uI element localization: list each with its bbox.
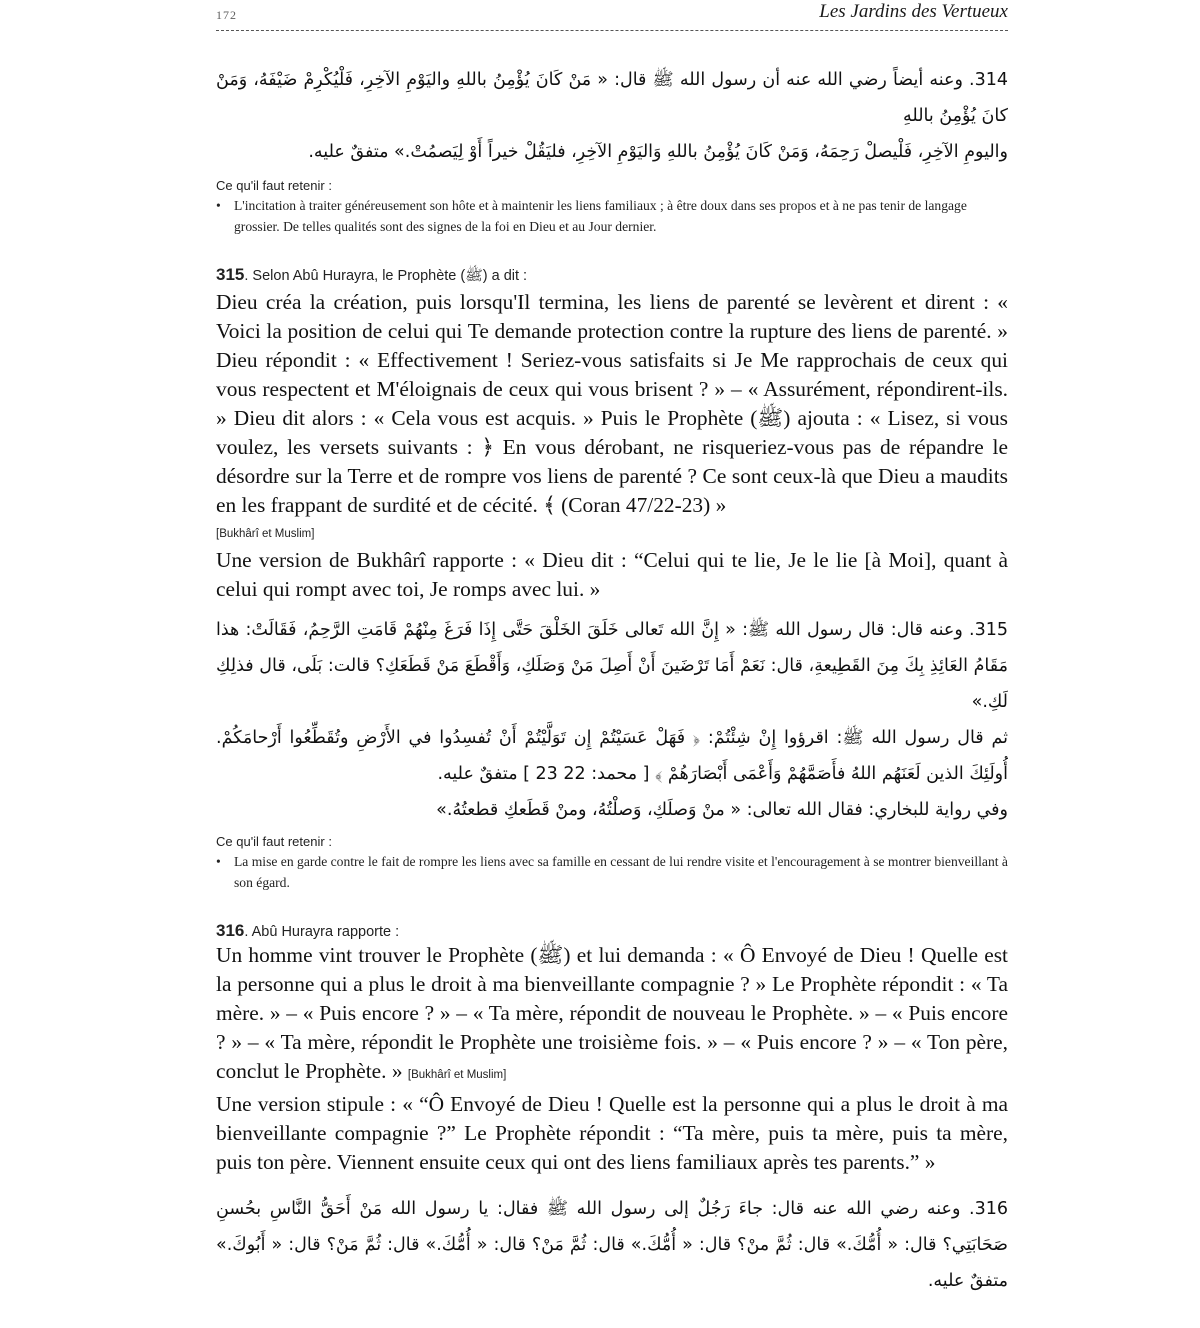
retain-bullet bbox=[216, 195, 1008, 237]
arabic-line: 315. وعنه قال: قال رسول الله ﷺ: « إِنَّ الله تَعالى خَلَقَ الخَلْقَ حَتَّى إِذَا فَرَغَ مِنْهُمْ قَامَتِ الرَّحِمُ، فَقَالَتْ: هذا مَقَامُ العَائِذِ بِكَ مِنَ القَطِيعةِ، قال: نَعَمْ أَمَا تَرْضَينَ أَنْ أَصِلَ مَنْ وَصَلَكِ، وَأَقْطَعَ مَنْ قَطَعَكِ؟ قالت: بَلَى، قال فذلِكِ لَكِ.» bbox=[216, 620, 1008, 712]
retain-text: L'incitation à traiter généreusement son hôte et à maintenir les liens familiaux ; à être doux dans ses propos et à ne pas tenir de langage grossier. De telles qualités sont des signes de la foi en Dieu et au Jour dernier. bbox=[234, 198, 967, 234]
hadith-315-text: Dieu créa la création, puis lorsqu'Il termina, les liens de parenté se levèrent et dirent : « Voici la position de celui qui Te demande protection contre la rupture des liens de parenté. » Dieu répondit : « Effectivement ! Seriez-vous satisfaits si Je Me rapprochais de ceux qui vous respectent et M'éloignais de ceux qui vous brisent ? » – « Assurément, répondirent-ils. » Dieu dit alors : « Cela vous est acquis. » Puis le Prophète (ﷺ) ajouta : « Lisez, si vous voulez, les versets suivants : ﴿ En vous dérobant, ne risqueriez-vous pas de répandre le désordre sur la Terre et de rompre vos liens de parenté ? Ce sont ceux-là que Dieu a maudits en les frappant de surdité et de cécité. ﴾ (Coran 47/22-23) » bbox=[216, 290, 1008, 517]
arabic-line: وفي رواية للبخاري: فقال الله تعالى: « منْ وَصلَكِ، وَصلْتُهُ، ومنْ قَطَعكِ قطعتُهُ.» bbox=[436, 800, 1008, 820]
hadith-intro: . Selon Abû Hurayra, le Prophète (ﷺ) a dit : bbox=[244, 268, 528, 284]
arabic-line: واليومِ الآخِرِ، فَلْيصلْ رَحِمَهُ، وَمَنْ كَانَ يُؤْمِنُ باللهِ وَاليَوْمِ الآخِرِ، فليَقُلْ خيراً أَوْ لِيَصمُتْ.» متفقٌ عليه. bbox=[308, 142, 1008, 162]
hadith-315-source: [Bukhârî et Muslim] bbox=[216, 528, 315, 540]
hadith-316-body: Un homme vint trouver le Prophète (ﷺ) et lui demanda : « Ô Envoyé de Dieu ! Quelle est la personne qui a plus le droit à ma bienveillante compagnie ? » Le Prophète répondit : « Ta mère. » – « Puis encore ? » – « Ta mère, répondit de nouveau le Prophète. » – « Puis encore ? » – « Ta mère, répondit le Prophète une troisième fois. » – « Puis encore ? » – « Ton père, conclut le Prophète. » bbox=[216, 943, 1008, 1083]
bullet-icon: • bbox=[216, 854, 221, 869]
hadith-316-text bbox=[216, 941, 1008, 1090]
arabic-line: ثم قال رسول الله ﷺ: اقرؤوا إِنْ شِئْتُمْ: ﴿ فَهَلْ عَسَيْتُمْ إِن تَوَلَّيْتُمْ أَنْ تُفسِدُوا في الأَرْضِ وتُقَطِّعُوا أَرْحامَكُمْ. أُولَئِكَ الذين لَعَنَهُم اللهُ فأَصَمَّهُمْ وَأَعْمَى أَبْصَارَهُمْ ﴾ [ محمد: 22 23 ] متفقٌ عليه. bbox=[216, 728, 1008, 784]
header-rule bbox=[216, 30, 1008, 31]
page-header bbox=[216, 0, 1008, 32]
hadith-number: 316 bbox=[216, 921, 245, 940]
arabic-line: 314. وعنه أيضاً رضي الله عنه أن رسول الله ﷺ قال: « مَنْ كَانَ يُؤْمِنُ باللهِ واليَوْمِ الآخِرِ، فَلْيُكْرِمْ ضَيْفَهُ، وَمَنْ كانَ يُؤْمِنُ باللهِ bbox=[216, 70, 1008, 126]
book-page bbox=[216, 0, 1008, 1299]
hadith-315-arabic bbox=[216, 612, 1008, 828]
hadith-intro: . Abû Hurayra rapporte : bbox=[244, 924, 400, 940]
hadith-315-version: Une version de Bukhârî rapporte : « Dieu dit : “Celui qui te lie, Je le lie [à Moi], quant à celui qui rompt avec toi, Je romps avec lui. » bbox=[216, 548, 1008, 601]
retain-text: La mise en garde contre le fait de rompre les liens avec sa famille en cessant de lui rendre visite et l'encouragement à se montrer bienveillant à son égard. bbox=[234, 854, 1008, 890]
bullet-icon: • bbox=[216, 198, 221, 213]
hadith-316-heading bbox=[216, 921, 1008, 941]
hadith-315-heading bbox=[216, 265, 1008, 288]
hadith-314-arabic bbox=[216, 62, 1008, 170]
retain-label: Ce qu'il faut retenir : bbox=[216, 834, 332, 849]
hadith-number: 315 bbox=[216, 265, 245, 284]
page-number: 172 bbox=[216, 8, 237, 22]
arabic-line: 316. وعنه رضي الله عنه قال: جاءَ رَجُلٌ إلى رسول الله ﷺ فقال: يا رسول الله مَنْ أَحَقُّ النَّاسِ بحُسنِ صَحَابَتِي؟ قال: « أُمُّكَ.» قال: ثُمَّ منْ؟ قال: « أُمُّكَ.» قال: ثُمَّ مَنْ؟ قال: « أُمُّكَ.» قال: ثُمَّ مَنْ؟ قال: « أَبُوكَ.» متفقٌ عليه. bbox=[216, 1199, 1008, 1291]
retain-bullet bbox=[216, 851, 1008, 893]
hadith-316-version: Une version stipule : « “Ô Envoyé de Dieu ! Quelle est la personne qui a plus le droit à ma bienveillante compagnie ?” Le Prophète répondit : “Ta mère, puis ta mère, puis ta mère, puis ton père. Viennent ensuite ceux qui ont des liens familiaux après tes parents.” » bbox=[216, 1092, 1008, 1174]
hadith-316-source: [Bukhârî et Muslim] bbox=[407, 1069, 507, 1081]
hadith-316-arabic bbox=[216, 1191, 1008, 1299]
running-title: Les Jardins des Vertueux bbox=[819, 1, 1008, 22]
retain-label: Ce qu'il faut retenir : bbox=[216, 178, 332, 193]
